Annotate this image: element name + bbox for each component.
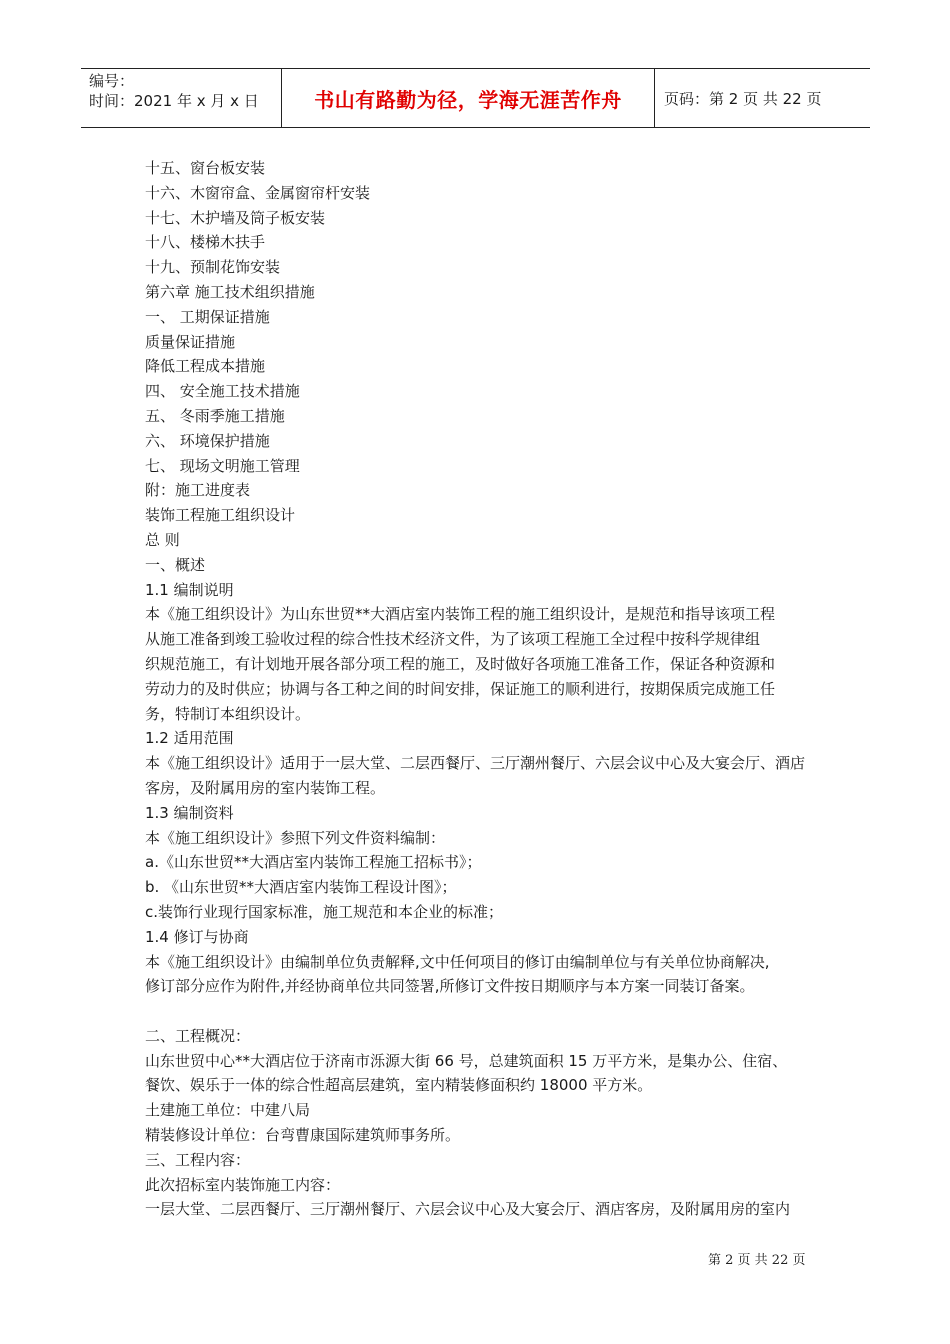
body-line: 十七、木护墙及筒子板安装 — [145, 208, 326, 227]
body-line: 十九、预制花饰安装 — [145, 258, 281, 277]
body-line: 第六章 施工技术组织措施 — [145, 282, 315, 301]
body-line: 五、 冬雨季施工措施 — [145, 406, 285, 425]
body-line: 此次招标室内装饰施工内容： — [145, 1175, 341, 1194]
body-line: 六、 环境保护措施 — [145, 431, 270, 450]
body-line: c.装饰行业现行国家标准，施工规范和本企业的标准； — [145, 902, 504, 921]
header-page-info: 页码：第 2 页 共 22 页 — [664, 89, 822, 108]
body-line: 二、工程概况： — [145, 1026, 251, 1045]
page-footer — [708, 1249, 805, 1268]
document-time-label: 时间：2021 年 x 月 x 日 — [89, 92, 259, 110]
body-line: 一、 工期保证措施 — [145, 307, 270, 326]
body-line: 土建施工单位：中建八局 — [145, 1101, 311, 1120]
body-line: 七、 现场文明施工管理 — [145, 456, 300, 475]
body-line: 十五、窗台板安装 — [145, 159, 266, 177]
body-line: 总 则 — [145, 530, 180, 549]
header-motto-cell — [282, 69, 655, 127]
body-line: 本《施工组织设计》参照下列文件资料编制： — [145, 828, 446, 847]
body-line: 织规范施工，有计划地开展各部分项工程的施工，及时做好各项施工准备工作，保证各种资源和 — [145, 654, 776, 673]
body-line: 装饰工程施工组织设计 — [145, 506, 296, 525]
page-header — [81, 68, 870, 128]
body-line: 降低工程成本措施 — [145, 357, 266, 376]
body-line: 四、 安全施工技术措施 — [145, 382, 300, 401]
body-line: 1.3 编制资料 — [145, 803, 234, 822]
body-line: a.《山东世贸**大酒店室内装饰工程施工招标书》； — [145, 853, 482, 872]
body-line: 精装修设计单位：台弯曹康国际建筑师事务所。 — [145, 1126, 461, 1145]
body-line: 客房，及附属用房的室内装饰工程。 — [145, 778, 386, 797]
document-number-label: 编号： — [89, 72, 135, 90]
body-line: 从施工准备到竣工验收过程的综合性技术经济文件，为了该项工程施工全过程中按科学规律组 — [145, 630, 761, 649]
body-line: 山东世贸中心**大酒店位于济南市泺源大街 66 号，总建筑面积 15 万平方米，是集办公、住宿、 — [145, 1051, 788, 1070]
body-line: 1.4 修订与协商 — [145, 927, 249, 946]
body-line: 一、概述 — [145, 555, 206, 574]
body-line: 餐饮、娱乐于一体的综合性超高层建筑，室内精装修面积约 18000 平方米。 — [145, 1076, 653, 1095]
body-line: b. 《山东世贸**大酒店室内装饰工程设计图》； — [145, 878, 457, 897]
body-line: 1.1 编制说明 — [145, 580, 234, 599]
body-line: 务，特制订本组织设计。 — [145, 704, 311, 723]
body-line: 劳动力的及时供应；协调与各工种之间的时间安排，保证施工的顺利进行，按期保质完成施工任 — [145, 679, 776, 698]
header-page-cell — [655, 69, 870, 127]
header-left-cell — [81, 69, 282, 127]
footer-page-number: 第 2 页 共 22 页 — [708, 1253, 806, 1268]
body-line: 本《施工组织设计》由编制单位负责解释,文中任何项目的修订由编制单位与有关单位协商解决, — [145, 952, 770, 971]
header-motto: 书山有路勤为径，学海无涯苦作舟 — [314, 87, 622, 112]
body-line: 修订部分应作为附件,并经协商单位共同签署,所修订文件按日期顺序与本方案一同装订备案。 — [145, 977, 755, 996]
body-line: 十八、楼梯木扶手 — [145, 233, 266, 252]
body-line: 十六、木窗帘盒、金属窗帘杆安装 — [145, 183, 371, 202]
body-line: 本《施工组织设计》为山东世贸**大酒店室内装饰工程的施工组织设计，是规范和指导该项工程 — [145, 605, 776, 624]
body-line: 1.2 适用范围 — [145, 729, 234, 748]
body-line: 一层大堂、二层西餐厅、三厅潮州餐厅、六层会议中心及大宴会厅、酒店客房，及附属用房的室内 — [145, 1200, 791, 1219]
document-body — [145, 156, 813, 1222]
body-line: 本《施工组织设计》适用于一层大堂、二层西餐厅、三厅潮州餐厅、六层会议中心及大宴会厅、酒店 — [145, 754, 806, 773]
body-line: 质量保证措施 — [145, 332, 236, 351]
body-line — [145, 999, 813, 1024]
body-line: 三、工程内容： — [145, 1150, 251, 1169]
body-line: 附：施工进度表 — [145, 481, 251, 500]
